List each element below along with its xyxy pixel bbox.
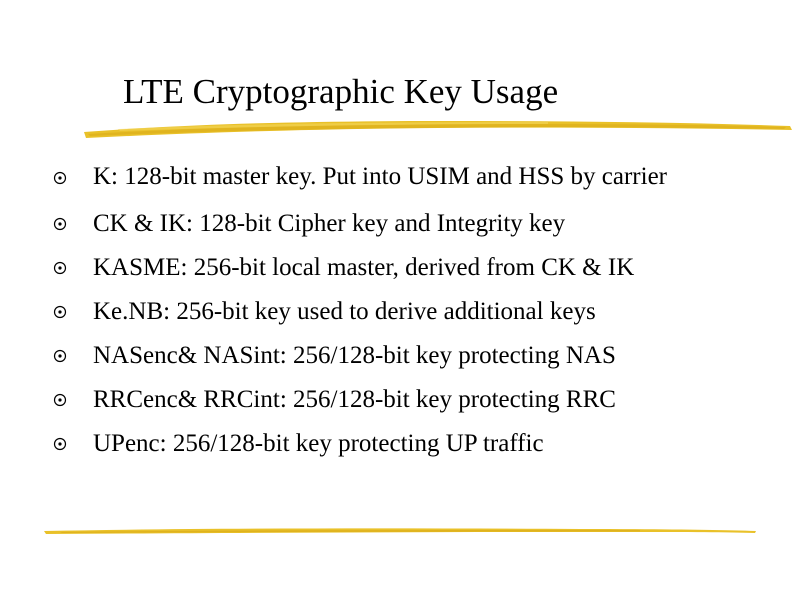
bullet-item bbox=[53, 206, 743, 241]
bullet-list bbox=[53, 160, 743, 470]
bullet-item bbox=[53, 426, 743, 461]
circle-dot-bullet-icon bbox=[53, 426, 67, 461]
bullet-item bbox=[53, 338, 743, 373]
circle-dot-bullet-icon bbox=[53, 294, 67, 329]
title-underline-brushstroke bbox=[78, 112, 794, 142]
bullet-item bbox=[53, 160, 743, 194]
bullet-item bbox=[53, 250, 743, 285]
bullet-text: CK & IK: 128-bit Cipher key and Integrity key bbox=[93, 210, 566, 237]
circle-dot-bullet-icon bbox=[53, 382, 67, 417]
bullet-text: UPenc: 256/128-bit key protecting UP traffic bbox=[93, 430, 544, 457]
bullet-text: NASenc& NASint: 256/128-bit key protecting NAS bbox=[93, 342, 616, 369]
circle-dot-bullet-icon bbox=[53, 250, 67, 285]
bullet-text: KASME: 256-bit local master, derived from CK & IK bbox=[93, 254, 635, 281]
bullet-item bbox=[53, 382, 743, 417]
circle-dot-bullet-icon bbox=[53, 160, 67, 195]
bullet-item bbox=[53, 294, 743, 329]
bullet-text: RRCenc& RRCint: 256/128-bit key protecting RRC bbox=[93, 386, 616, 413]
bullet-text: K: 128-bit master key. Put into USIM and HSS by carrier bbox=[93, 163, 667, 190]
circle-dot-bullet-icon bbox=[53, 206, 67, 241]
slide-title: LTE Cryptographic Key Usage bbox=[123, 72, 559, 111]
footer-brushstroke bbox=[40, 522, 760, 538]
bullet-text: Ke.NB: 256-bit key used to derive additional keys bbox=[93, 298, 596, 325]
circle-dot-bullet-icon bbox=[53, 338, 67, 373]
